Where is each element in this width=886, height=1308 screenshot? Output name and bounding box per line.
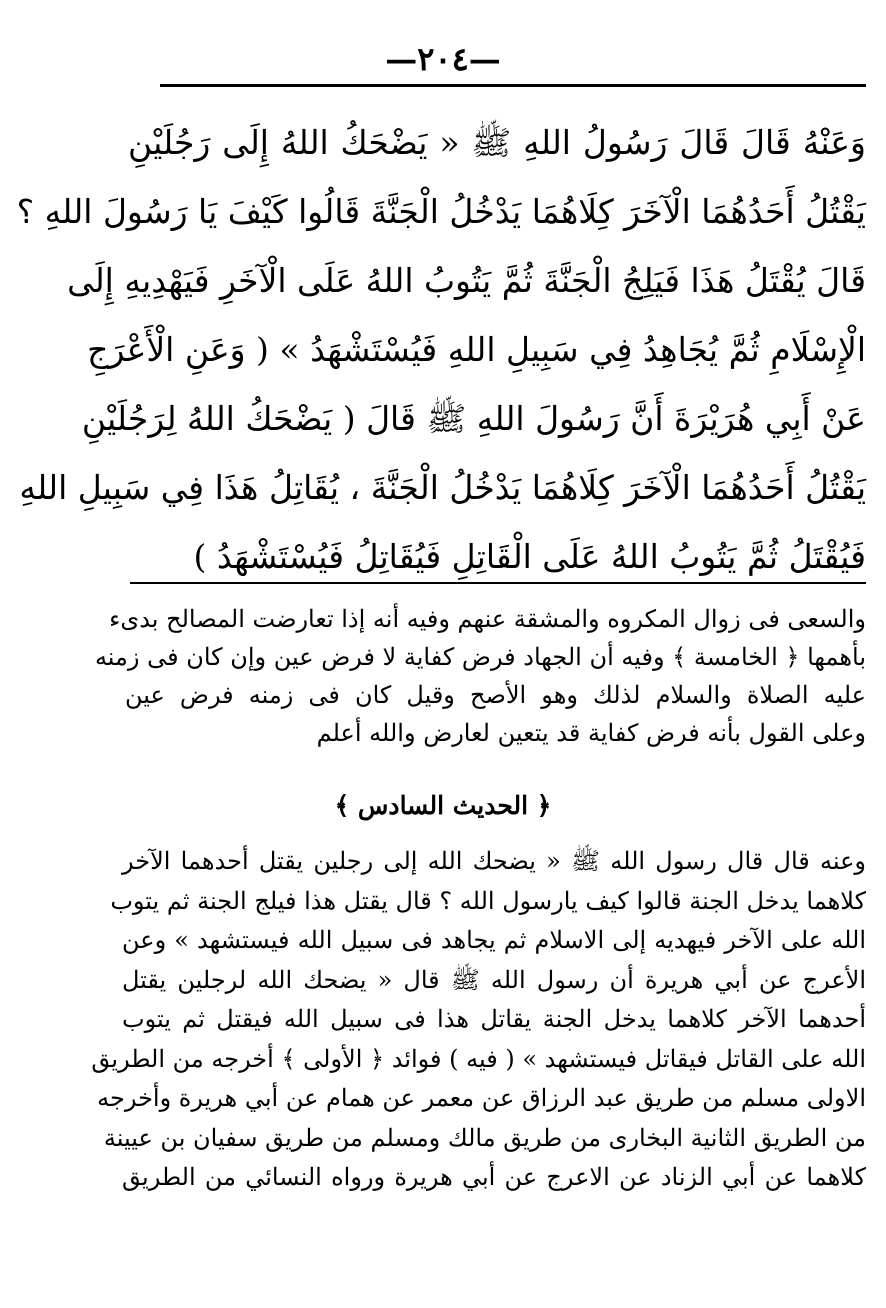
body-line: الله على الآخر فيهديه إلى الاسلام ثم يجاهد فى سبيل الله فيستشهد » وعن [122, 926, 867, 954]
body-line: أحدهما الآخر كلاهما يدخل الجنة يقاتل هذا فى سبيل الله فيقتل ثم يتوب [122, 1005, 866, 1033]
body-text [91, 842, 867, 1198]
hadith-line: فَيُقْتَلُ ثُمَّ يَتُوبُ اللهُ عَلَى الْقَاتِلِ فَيُقَاتِلُ فَيُسْتَشْهَدُ ) [193, 537, 866, 576]
commentary-line: وعلى القول بأنه فرض كفاية قد يتعين لعارض والله أعلم [316, 719, 866, 747]
hadith-line: عَنْ أَبِي هُرَيْرَةَ أَنَّ رَسُولَ اللهِ ﷺ قَالَ ( يَضْحَكُ اللهُ لِرَجُلَيْنِ [81, 399, 866, 438]
section-heading: ﴿ الحديث السادس ﴾ [334, 791, 552, 820]
hadith-text [16, 108, 866, 591]
body-line: الأعرج عن أبي هريرة أن رسول الله ﷺ قال « يضحك الله لرجلين يقتل [122, 965, 866, 994]
body-line: الاولى مسلم من طريق عبد الرزاق عن معمر عن همام عن أبي هريرة وأخرجه [97, 1084, 866, 1112]
hadith-line: وَعَنْهُ قَالَ قَالَ رَسُولُ اللهِ ﷺ « يَضْحَكُ اللهُ إِلَى رَجُلَيْنِ [128, 123, 866, 162]
commentary-line: والسعى فى زوال المكروه والمشقة عنهم وفيه أنه إذا تعارضت المصالح بدىء [109, 605, 866, 633]
page-number: —٢٠٤— [385, 40, 501, 78]
body-line: من الطريق الثانية البخارى من طريق مالك ومسلم من طريق سفيان بن عيينة [103, 1123, 866, 1152]
hadith-line: الْإِسْلَامِ ثُمَّ يُجَاهِدُ فِي سَبِيلِ اللهِ فَيُسْتَشْهَدُ » ( وَعَنِ الْأَعْرَجِ [87, 330, 866, 369]
commentary-line: عليه الصلاة والسلام لذلك وهو الأصح وقيل كان فى زمنه فرض عين [125, 681, 866, 709]
body-line: الله على القاتل فيقاتل فيستشهد » ( فيه ) فوائد ﴿ الأولى ﴾ أخرجه من الطريق [91, 1044, 866, 1073]
body-line: كلاهما يدخل الجنة قالوا كيف يارسول الله ؟ قال يقتل هذا فيلج الجنة ثم يتوب [110, 886, 866, 915]
commentary-line: بأهمها ﴿ الخامسة ﴾ وفيه أن الجهاد فرض كفاية لا فرض عين وإن كان فى زمنه [94, 643, 866, 671]
hadith-line: يَقْتُلُ أَحَدُهُمَا الْآخَرَ كِلَاهُمَا يَدْخُلُ الْجَنَّةَ قَالُوا كَيْفَ يَا رَسُولَ اللهِ ؟ [16, 192, 866, 231]
middle-divider [130, 582, 866, 584]
hadith-line: يَقْتُلُ أَحَدُهُمَا الْآخَرَ كِلَاهُمَا يَدْخُلُ الْجَنَّةَ ، يُقَاتِلُ هَذَا فِي سَبِيلِ اللهِ [19, 468, 866, 507]
body-line: كلاهما عن أبي الزناد عن الاعرج عن أبي هريرة ورواه النسائي من الطريق [122, 1163, 866, 1191]
top-divider [160, 84, 866, 87]
body-line: وعنه قال قال رسول الله ﷺ « يضحك الله إلى رجلين يقتل أحدهما الآخر [122, 847, 866, 875]
hadith-line: قَالَ يُقْتَلُ هَذَا فَيَلِجُ الْجَنَّةَ ثُمَّ يَتُوبُ اللهُ عَلَى الْآخَرِ فَيَهْدِيهِ إِلَى [67, 261, 866, 300]
commentary-text [94, 600, 866, 752]
